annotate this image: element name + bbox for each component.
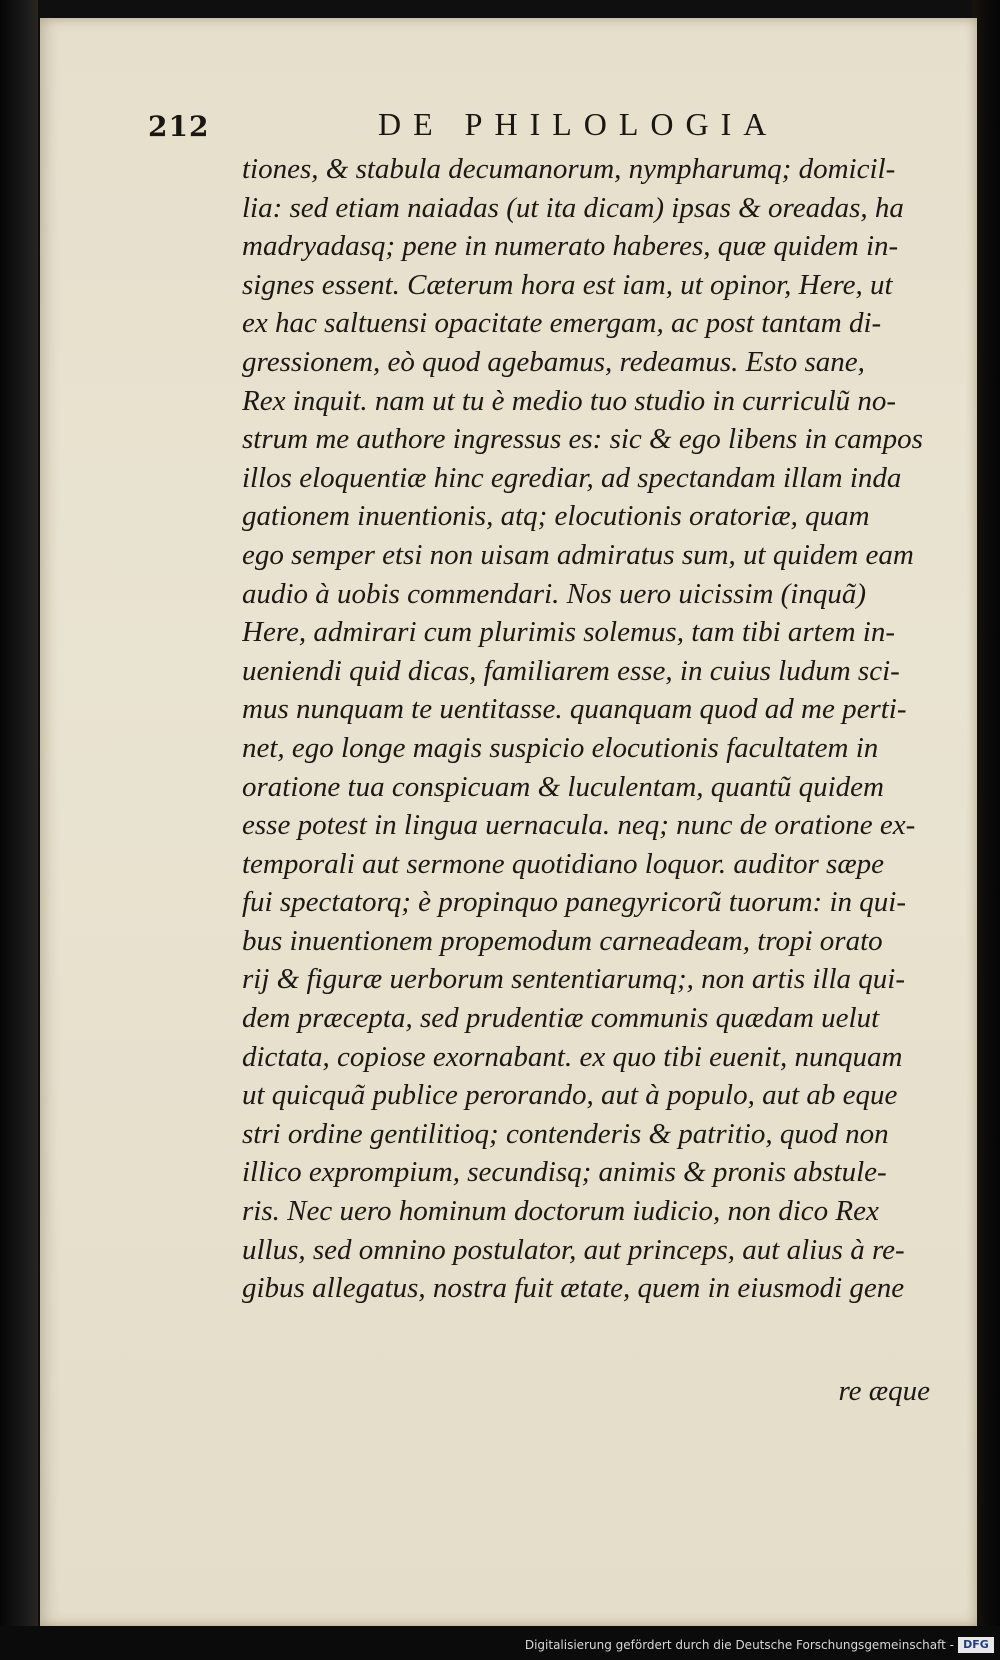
text-line: esse potest in lingua uernacula. neq; nunc de oratione ex- [242, 809, 916, 842]
page-number: 212 [148, 110, 210, 143]
text-line: ris. Nec uero hominum doctorum iudicio, non dico Rex [242, 1195, 879, 1228]
text-line: audio à uobis commendari. Nos uero uicissim (inquã) [242, 577, 867, 610]
text-line: ego semper etsi non uisam admiratus sum, ut quidem eam [242, 538, 914, 571]
text-line: ex hac saltuensi opacitate emergam, ac post tantam di- [242, 307, 882, 340]
text-line: tiones, & stabula decumanorum, nympharumq; domicil- [242, 153, 896, 185]
text-line: Rex inquit. nam ut tu è medio tuo studio in curriculũ no- [242, 384, 897, 417]
text-line: mus nunquam te uentitasse. quanquam quod ad me perti- [242, 693, 907, 726]
text-line: dem præcepta, sed prudentiæ communis quædam uelut [242, 1002, 880, 1035]
text-line: ueniendi quid dicas, familiarem esse, in cuius ludum sci- [242, 654, 900, 687]
text-line: lia: sed etiam naiadas (ut ita dicam) ipsas & oreadas, ha [242, 191, 904, 224]
footer-bar [0, 1626, 1000, 1660]
text-line: gibus allegatus, nostra fuit ætate, quem in eiusmodi gene [242, 1272, 905, 1305]
text-line: gressionem, eò quod agebamus, redeamus. Esto sane, [242, 345, 865, 378]
text-line: oratione tua conspicuam & luculentam, quantũ quidem [242, 770, 884, 803]
text-line: dictata, copiose exornabant. ex quo tibi euenit, nunquam [242, 1040, 903, 1073]
text-line: ut quicquã publice perorando, aut à populo, aut ab eque [242, 1079, 898, 1112]
dfg-logo: DFG [958, 1637, 994, 1653]
text-line: stri ordine gentilitioq; contenderis & patritio, quod non [242, 1117, 889, 1150]
text-line: Here, admirari cum plurimis solemus, tam tibi artem in- [242, 616, 896, 649]
running-head: DE PHILOLOGIA [378, 106, 779, 142]
text-line: ullus, sed omnino postulator, aut princeps, aut alius à re- [242, 1233, 905, 1266]
book-spine [0, 0, 38, 1660]
text-line: strum me authore ingressus es: sic & ego libens in campos [242, 423, 923, 456]
text-line: gationem inuentionis, atq; elocutionis oratoriæ, quam [242, 500, 870, 533]
catchword: re æque [838, 1375, 930, 1407]
text-line: net, ego longe magis suspicio elocutionis facultatem in [242, 731, 879, 764]
text-line: bus inuentionem propemodum carneadeam, tropi orato [242, 924, 883, 957]
text-line: signes essent. Cæterum hora est iam, ut opinor, Here, ut [242, 268, 893, 301]
dfg-credit: Digitalisierung gefördert durch die Deutsche Forschungsgemeinschaft - [524, 1638, 954, 1652]
text-line: madryadasq; pene in numerato haberes, quæ quidem in- [242, 230, 899, 263]
text-line: illico exprompium, secundisq; animis & pronis abstule- [242, 1156, 887, 1189]
text-line: illos eloquentiæ hinc egrediar, ad spectandam illam inda [242, 461, 902, 494]
text-line: fui spectatorq; è propinquo panegyricorũ tuorum: in qui- [242, 886, 906, 919]
text-line: temporali aut sermone quotidiano loquor. auditor sæpe [242, 847, 885, 880]
text-line: rij & figuræ uerborum sententiarumq;, non artis illa qui- [242, 963, 905, 996]
body-text [242, 150, 932, 1308]
